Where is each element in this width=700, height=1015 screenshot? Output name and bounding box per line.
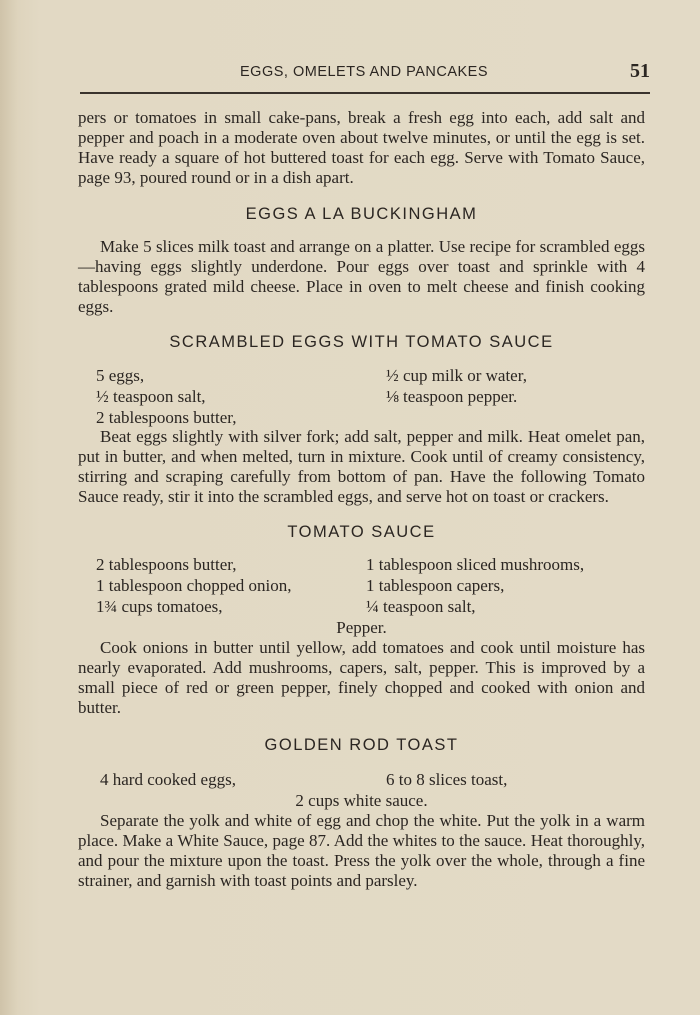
ingredient: 1¾ cups tomatoes, <box>96 597 223 616</box>
ingredient: ¼ teaspoon salt, <box>366 597 476 616</box>
recipe-method-scrambled: Beat eggs slightly with silver fork; add salt, pepper and milk. Heat omelet pan, put in butter, and when melted, turn in mixture. Cook until of creamy consistency, stirring and scraping carefully from bottom of pan. Have the following Tomato Sauce ready, stir it into the scrambled eggs, and serve hot on toast or crackers. <box>78 427 645 506</box>
intro-paragraph: pers or tomatoes in small cake-pans, break a fresh egg into each, add salt and pepper and poach in a moderate oven about twelve minutes, or until the egg is set. Have ready a square of hot buttered toast for each egg. Serve with Tomato Sauce, page 93, poured round or in a dish apart. <box>78 108 645 187</box>
recipe-title-scrambled: SCRAMBLED EGGS WITH TOMATO SAUCE <box>169 333 554 351</box>
ingredient-list-tomato-sauce <box>78 555 645 618</box>
running-head: EGGS, OMELETS AND PANCAKES <box>240 64 489 80</box>
ingredient: 1 tablespoon sliced mushrooms, <box>366 555 585 574</box>
ingredient-list-scrambled <box>78 366 645 427</box>
recipe-title-buckingham: EGGS A LA BUCKINGHAM <box>245 205 478 223</box>
ingredient: Pepper. <box>336 618 387 637</box>
page-header <box>80 62 650 94</box>
ingredient: 2 cups white sauce. <box>295 791 428 810</box>
recipe-title-tomato-sauce: TOMATO SAUCE <box>287 523 436 541</box>
recipe-method-buckingham: Make 5 slices milk toast and arrange on a platter. Use recipe for scrambled eggs—having eggs slightly underdone. Pour eggs over toast and sprinkle with 4 tablespoons grated mild cheese. Place in oven to melt cheese and finish cooking eggs. <box>78 237 645 316</box>
page-content <box>78 108 645 891</box>
ingredient: 1 tablespoon capers, <box>366 576 505 595</box>
ingredient: ⅛ teaspoon pepper. <box>386 387 518 406</box>
ingredient: 5 eggs, <box>96 366 145 385</box>
page-number: 51 <box>630 60 650 82</box>
recipe-method-tomato-sauce: Cook onions in butter until yellow, add tomatoes and cook until moisture has nearly evaporated. Add mushrooms, capers, salt, pepper. This is improved by a small piece of red or green pepper, finely chopped and cooked with onion and butter. <box>78 638 645 717</box>
ingredient: 6 to 8 slices toast, <box>386 770 508 789</box>
ingredient: ½ cup milk or water, <box>386 366 527 385</box>
recipe-title-golden-rod: GOLDEN ROD TOAST <box>264 736 459 754</box>
ingredient: 1 tablespoon chopped onion, <box>96 576 292 595</box>
recipe-method-golden-rod: Separate the yolk and white of egg and chop the white. Put the yolk in a warm place. Make a White Sauce, page 87. Add the whites to the sauce. Heat thoroughly, and pour the mixture upon the toast. Press the yolk over the whole, through a fine strainer, and garnish with toast points and parsley. <box>78 811 645 890</box>
ingredient-list-golden-rod <box>78 770 645 791</box>
ingredient: 2 tablespoons butter, <box>96 555 237 574</box>
ingredient: ½ teaspoon salt, <box>96 387 206 406</box>
ingredient: 4 hard cooked eggs, <box>100 770 236 789</box>
ingredient: 2 tablespoons butter, <box>96 408 237 427</box>
